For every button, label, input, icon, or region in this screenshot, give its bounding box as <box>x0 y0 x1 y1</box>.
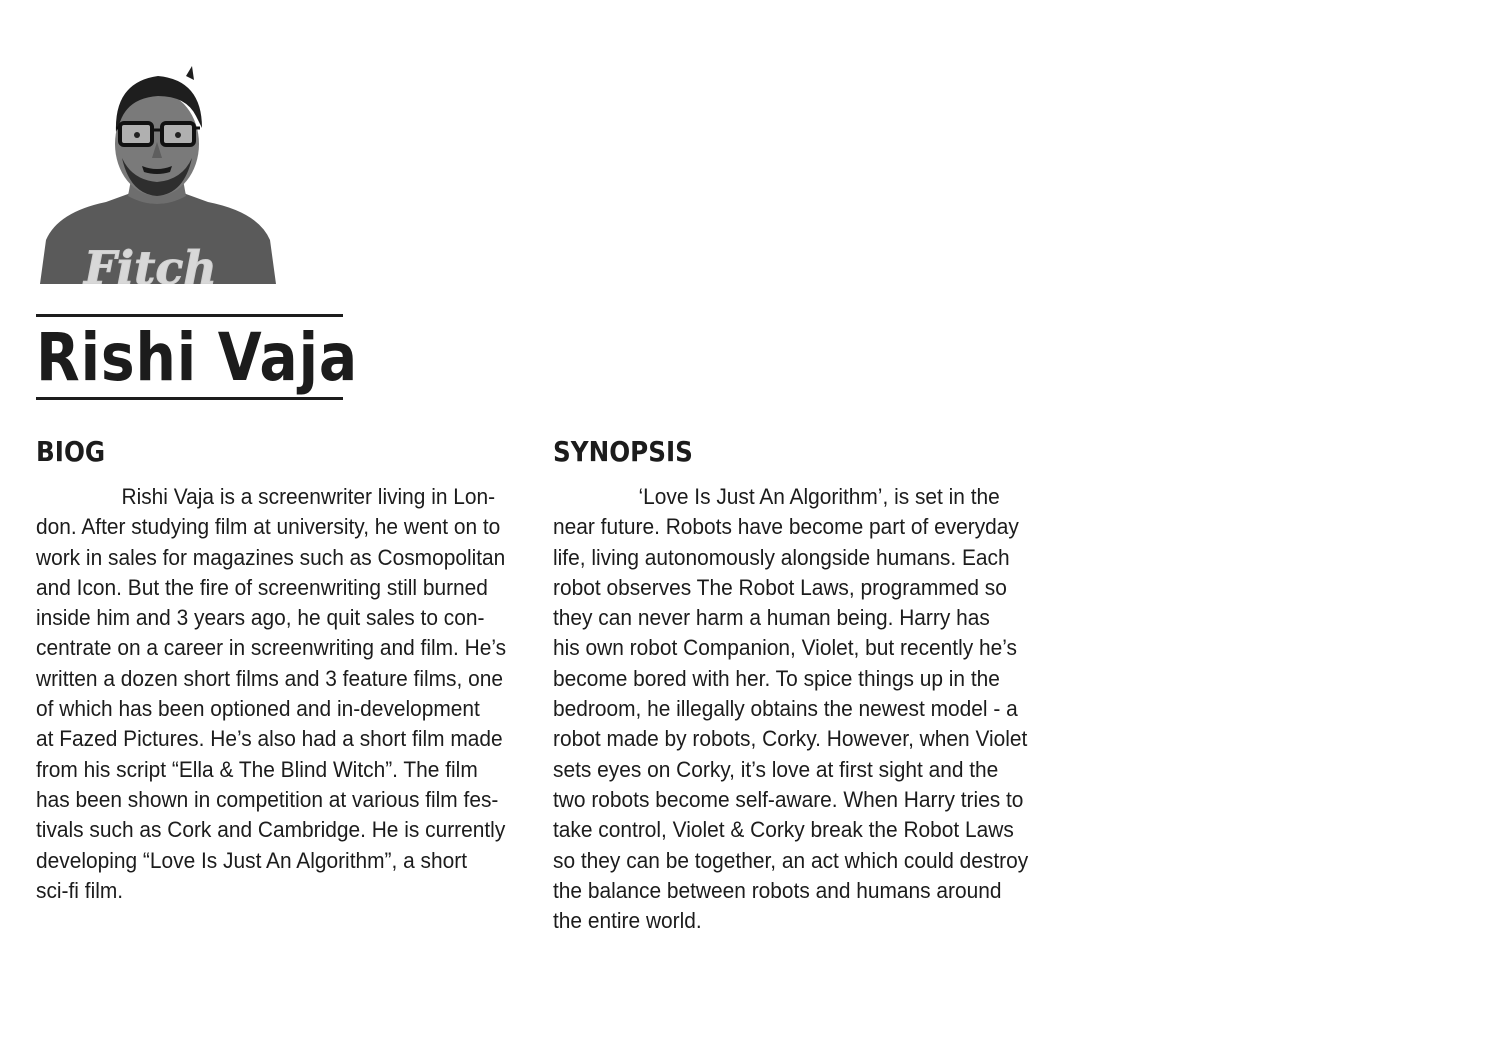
biog-line: sci-fi film. <box>36 877 124 903</box>
biog-line: tivals such as Cork and Cambridge. He is currently <box>36 817 506 843</box>
synopsis-line: the balance between robots and humans around <box>553 877 1002 903</box>
synopsis-line: take control, Violet & Corky break the Robot Laws <box>553 817 1014 843</box>
biog-text <box>36 482 536 906</box>
synopsis-line: sets eyes on Corky, it’s love at first sight and the <box>553 756 999 782</box>
synopsis-heading: SYNOPSIS <box>553 435 693 468</box>
shirt-print: Fitch <box>84 241 217 284</box>
synopsis-line: near future. Robots have become part of everyday <box>553 514 1019 540</box>
synopsis-line: bedroom, he illegally obtains the newest model - a <box>553 696 1018 722</box>
biog-line: has been shown in competition at various film fes- <box>36 786 499 812</box>
synopsis-line: ‘Love Is Just An Algorithm’, is set in the <box>638 484 1000 509</box>
biog-line: Rishi Vaja is a screenwriter living in Lon- <box>121 484 496 509</box>
biog-line: developing “Love Is Just An Algorithm”, a short <box>36 847 468 873</box>
biog-line: of which has been optioned and in-development <box>36 696 480 722</box>
person-name: Rishi Vaja <box>36 319 359 396</box>
synopsis-line: so they can be together, an act which could destroy <box>553 847 1029 873</box>
biog-line: written a dozen short films and 3 feature films, one <box>36 665 503 691</box>
synopsis-line: robot observes The Robot Laws, programmed so <box>553 574 1007 600</box>
name-banner <box>36 314 359 400</box>
biog-line: centrate on a career in screenwriting and film. He’s <box>36 635 507 661</box>
synopsis-line: become bored with her. To spice things up in the <box>553 665 1000 691</box>
biog-line: inside him and 3 years ago, he quit sales to con- <box>36 605 485 631</box>
synopsis-line: the entire world. <box>553 908 702 934</box>
biog-heading: BIOG <box>36 435 106 468</box>
synopsis-line: life, living autonomously alongside humans. Each <box>553 544 1010 570</box>
synopsis-line: they can never harm a human being. Harry has <box>553 605 990 631</box>
synopsis-line: robot made by robots, Corky. However, when Violet <box>553 726 1028 752</box>
biog-line: don. After studying film at university, he went on to <box>36 514 501 540</box>
synopsis-line: his own robot Companion, Violet, but recently he’s <box>553 635 1017 661</box>
biog-line: at Fazed Pictures. He’s also had a short film made <box>36 726 503 752</box>
biog-line: work in sales for magazines such as Cosmopolitan <box>36 544 506 570</box>
biog-line: from his script “Ella & The Blind Witch”. The film <box>36 756 478 782</box>
synopsis-line: two robots become self-aware. When Harry tries to <box>553 786 1024 812</box>
portrait-photo <box>36 62 280 284</box>
synopsis-text <box>553 482 1073 936</box>
biog-line: and Icon. But the fire of screenwriting still burned <box>36 574 488 600</box>
